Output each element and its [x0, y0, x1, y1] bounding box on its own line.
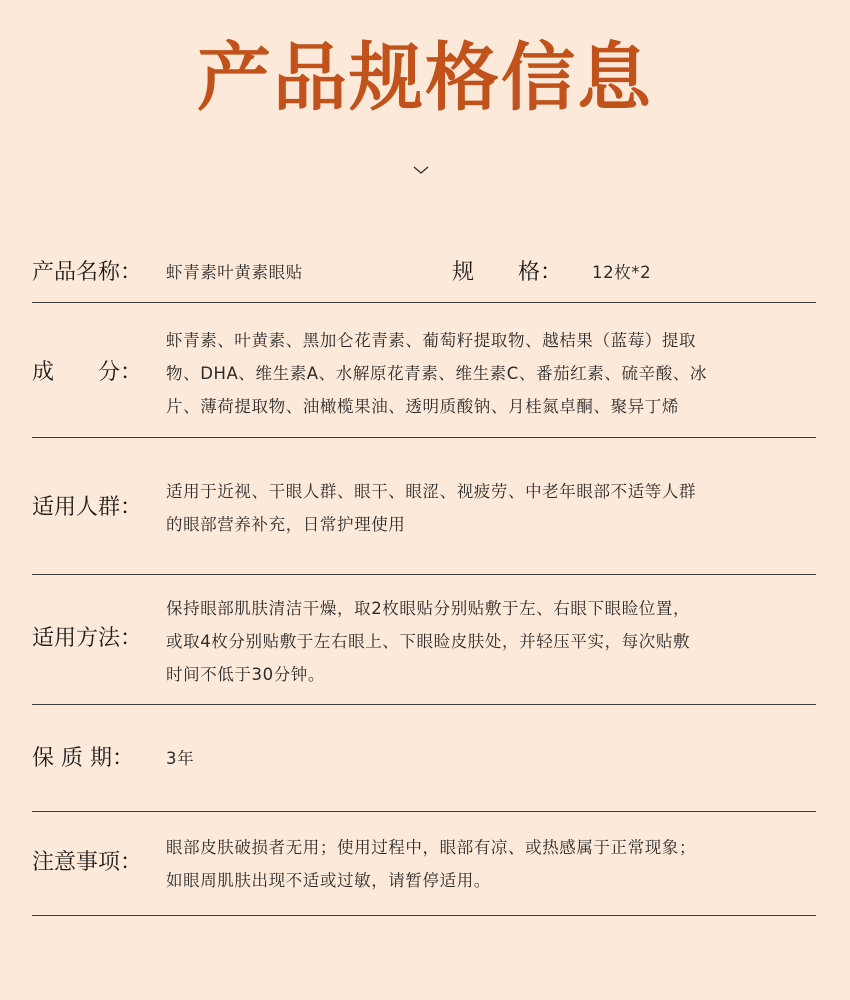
ingredients-line: 物、DHA、维生素A、水解原花青素、维生素C、番茄红素、硫辛酸、冰	[166, 364, 708, 383]
row-audience	[32, 437, 816, 575]
page-title: 产品规格信息	[197, 35, 653, 121]
usage-line: 保持眼部肌肤清洁干燥，取2枚眼贴分别贴敷于左、右眼下眼睑位置，	[166, 599, 691, 618]
notes-line: 眼部皮肤破损者无用；使用过程中，眼部有凉、或热感属于正常现象；	[166, 838, 697, 857]
ingredients-line: 虾青素、叶黄素、黑加仑花青素、葡萄籽提取物、越桔果（蓝莓）提取	[166, 331, 697, 350]
row-notes	[32, 811, 816, 916]
row-shelf-life	[32, 704, 816, 812]
notes-value	[166, 831, 816, 897]
audience-label: 适用人群：	[32, 495, 143, 520]
ingredients-label: 成 分：	[32, 360, 143, 385]
row-ingredients	[32, 302, 816, 438]
usage-line: 时间不低于30分钟。	[166, 665, 325, 684]
audience-line: 的眼部营养补充，日常护理使用	[166, 515, 406, 534]
audience-value	[166, 475, 816, 541]
spec-value: 12枚*2	[592, 263, 652, 282]
usage-label: 适用方法：	[32, 626, 143, 651]
audience-line: 适用于近视、干眼人群、眼干、眼涩、视疲劳、中老年眼部不适等人群	[166, 482, 697, 501]
usage-value	[166, 592, 816, 691]
product-name-label: 产品名称：	[32, 260, 143, 285]
chevron-down-icon	[413, 162, 429, 178]
row-usage	[32, 574, 816, 705]
ingredients-value	[166, 324, 816, 423]
notes-line: 如眼周肌肤出现不适或过敏，请暂停适用。	[166, 871, 491, 890]
ingredients-line: 片、薄荷提取物、油橄榄果油、透明质酸钠、月桂氮卓酮、聚异丁烯	[166, 397, 679, 416]
shelf-life-label: 保 质 期：	[32, 746, 134, 771]
notes-label: 注意事项：	[32, 850, 143, 875]
usage-line: 或取4枚分别贴敷于左右眼上、下眼睑皮肤处，并轻压平实，每次贴敷	[166, 632, 691, 651]
shelf-life-value: 3年	[166, 749, 195, 768]
spec-label: 规 格：	[452, 260, 563, 285]
product-name-value: 虾青素叶黄素眼贴	[166, 263, 303, 282]
row-product-name	[32, 250, 816, 303]
